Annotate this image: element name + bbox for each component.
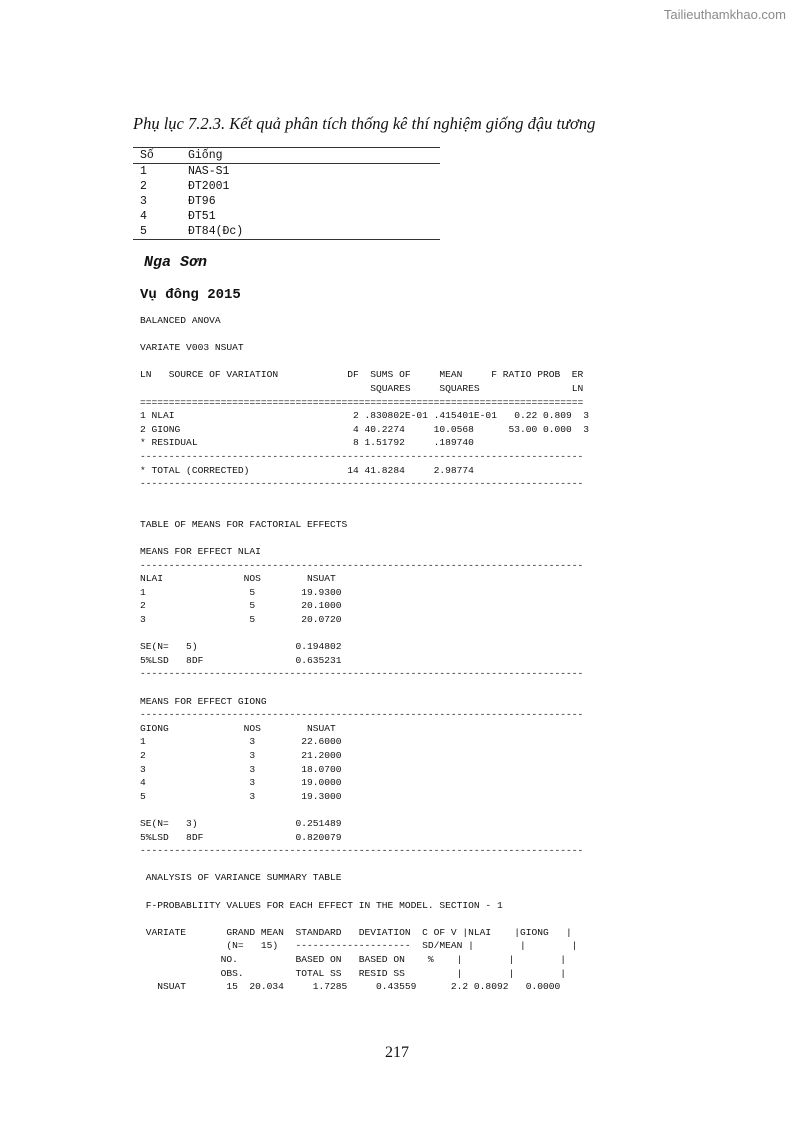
appendix-caption: Phụ lục 7.2.3. Kết quả phân tích thống kê thí nghiệm giống đậu tương [133, 114, 596, 133]
row-number: 1 [140, 165, 147, 178]
row-number: 2 [140, 180, 147, 193]
row-variety: ĐT84(Đc) [188, 225, 244, 238]
row-variety: ĐT2001 [188, 180, 230, 193]
watermark: Tailieuthamkhao.com [663, 7, 786, 22]
row-number: 3 [140, 195, 147, 208]
row-number: 5 [140, 225, 147, 238]
season-heading: Vụ đông 2015 [140, 287, 241, 303]
table-row [133, 224, 440, 239]
header-number: Số [140, 149, 154, 162]
table-row [133, 164, 440, 179]
location-heading: Nga Sơn [144, 254, 208, 271]
table-row [133, 179, 440, 194]
variety-table-header [133, 148, 440, 164]
variety-table [133, 147, 440, 240]
page-number: 217 [385, 1044, 409, 1061]
anova-output: BALANCED ANOVA VARIATE V003 NSUAT LN SOURCE OF VARIATION DF SUMS OF MEAN F RATIO PROB ER SQUARES SQUARES LN ============================================================================= 1 NLAI 2 .830802E-01 .415401E-01 0.22 0.809 3 2 GIONG 4 40.2274 10.0568 53.00 0.000 3 * RESIDUAL 8 1.51792 .189740 ----------------------------------------------------------------------------- * TOTAL (CORRECTED) 14 41.8284 2.98774 ----------------------------------------------------------------------------- TABLE OF MEANS FOR FACTORIAL EFFECTS MEANS FOR EFFECT NLAI ----------------------------------------------------------------------------- NLAI NOS NSUAT 1 5 19.9300 2 5 20.1000 3 5 20.0720 SE(N= 5) 0.194802 5%LSD 8DF 0.635231 ----------------------------------------------------------------------------- MEANS FOR EFFECT GIONG ----------------------------------------------------------------------------- GIONG NOS NSUAT 1 3 22.6000 2 3 21.2000 3 3 18.0700 4 3 19.0000 5 3 19.3000 SE(N= 3) 0.251489 5%LSD 8DF 0.820079 ----------------------------------------------------------------------------- ANALYSIS OF VARIANCE SUMMARY TABLE F-PROBABLIITY VALUES FOR EACH EFFECT IN THE MODEL. SECTION - 1 VARIATE GRAND MEAN STANDARD DEVIATION C OF V |NLAI |GIONG | (N= 15) -------------------- SD/MEAN | | | NO. BASED ON BASED ON % | | | OBS. TOTAL SS RESID SS | | | NSUAT 15 20.034 1.7285 0.43559 2.2 0.8092 0.0000 [140, 315, 590, 993]
row-variety: NAS-S1 [188, 165, 230, 178]
row-variety: ĐT51 [188, 210, 216, 223]
row-number: 4 [140, 210, 147, 223]
row-variety: ĐT96 [188, 195, 216, 208]
table-row [133, 194, 440, 209]
header-variety: Giống [188, 149, 223, 162]
table-row [133, 209, 440, 224]
